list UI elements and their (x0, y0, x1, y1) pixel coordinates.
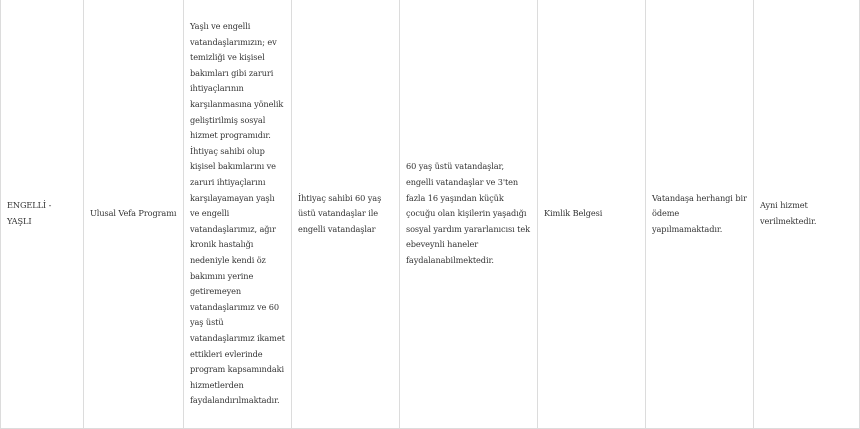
eligibility-cell: 60 yaş üstü vatandaşlar, engelli vatandaşlar ve 3'ten fazla 16 yaşından küçük çocuğu olan kişilerin yaşadığı sosyal yardım yararlanıcısı tek ebeveynli haneler faydalanabilmektedir. (400, 0, 538, 429)
program-name-cell: Ulusal Vefa Programı (84, 0, 184, 429)
payment-info-cell: Vatandaşa herhangi bir ödeme yapılmamaktadır. (646, 0, 754, 429)
category-cell: ENGELLİ - YAŞLI (1, 0, 84, 429)
aid-type-cell: Ayni hizmet verilmektedir. (754, 0, 860, 429)
table-row (1, 0, 860, 429)
required-documents-cell: Kimlik Belgesi (538, 0, 646, 429)
program-description-cell: Yaşlı ve engelli vatandaşlarımızın; ev temizliği ve kişisel bakımları gibi zaruri ihtiyaçlarının karşılanmasına yönelik geliştirilmiş sosyal hizmet programıdır. İhtiyaç sahibi olup kişisel bakımlarını ve zaruri ihtiyaçlarını karşılayamayan yaşlı ve engelli vatandaşlarımız, ağır kronik hastalığı nedeniyle kendi öz bakımını yerine getiremeyen vatandaşlarımız ve 60 yaş üstü vatandaşlarımız ikamet ettikleri evlerinde program kapsamındaki hizmetlerden faydalandırılmaktadır. (184, 0, 292, 429)
target-group-cell: İhtiyaç sahibi 60 yaş üstü vatandaşlar ile engelli vatandaşlar (292, 0, 400, 429)
